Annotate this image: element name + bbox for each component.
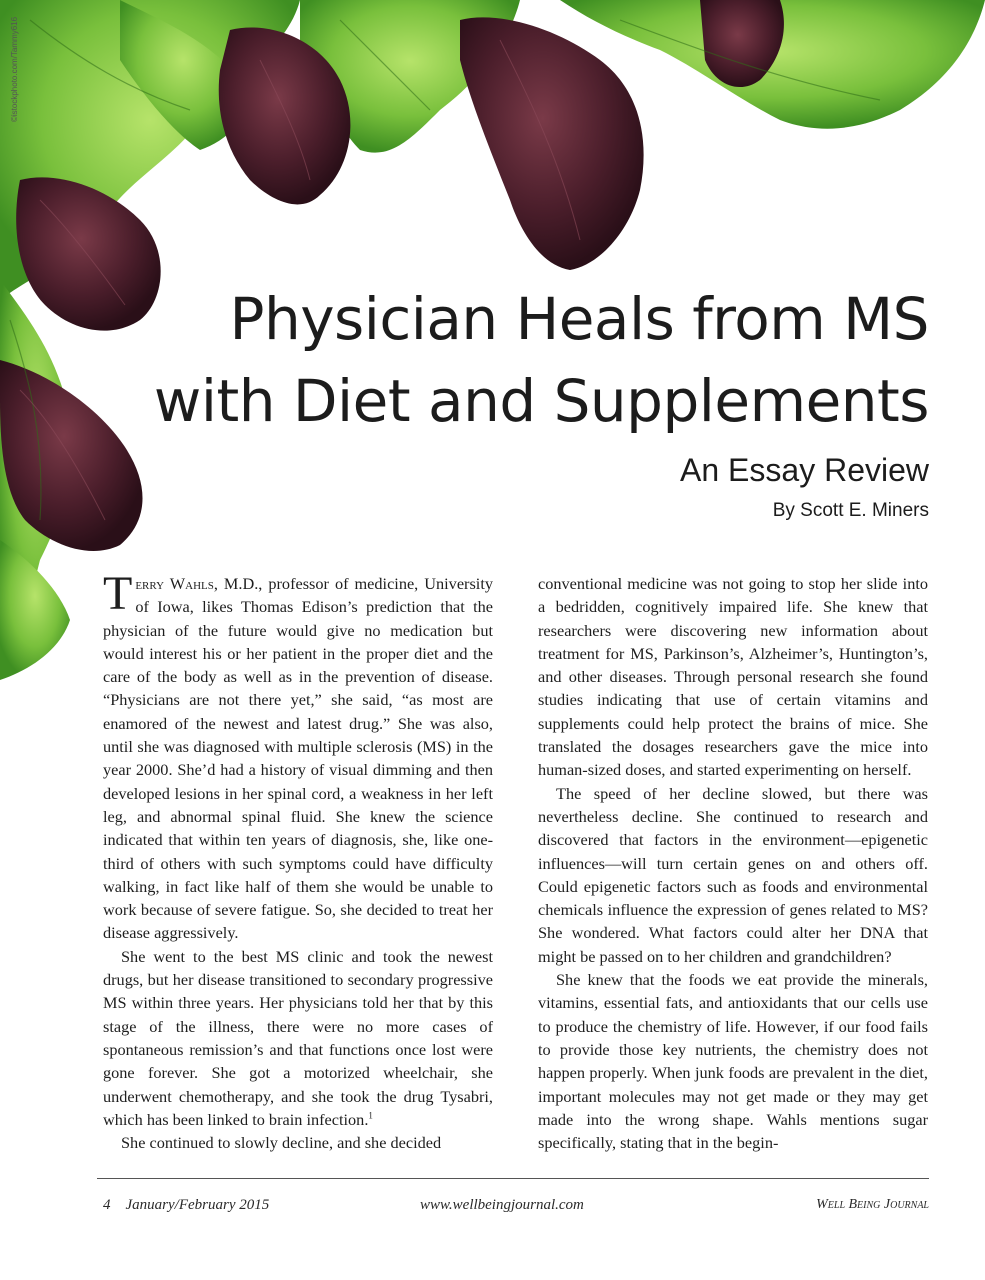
lead-small-caps: erry Wahls — [135, 574, 214, 593]
article-column-right — [538, 572, 928, 1154]
footer-divider — [97, 1178, 929, 1179]
headline-line-1: Physician Heals from MS — [229, 285, 929, 353]
footer-website: www.wellbeingjournal.com — [420, 1197, 584, 1213]
paragraph-text: , M.D., professor of medicine, University of Iowa, likes Thomas Edison’s prediction that the physician of the future would give no medication but would interest his or her patient in the proper diet and the care of the body as well as in the prevention of disease. “Physicians are not there yet,” she said, “as most are enamored of the newest and latest drug.” She was also, until she was diagnosed with multiple sclerosis (MS) in the year 2000. She’d had a history of visual dimming and then developed lesions in her spinal cord, a weakness in her left leg, and abnormal spinal fluid. She knew the science indicated that within ten years of diagnosis, she, like one-third of others with such symptoms could have difficulty walking, in fact like half of them she would be unable to work because of severe fatigue. So, she decided to treat her disease aggressively. — [103, 574, 493, 943]
page-number: 4 — [103, 1197, 111, 1213]
issue-date: January/February 2015 — [125, 1197, 270, 1213]
headline-line-2: with Diet and Supplements — [153, 367, 929, 435]
paragraph: She knew that the foods we eat provide the minerals, vitamins, essential fats, and antioxidants that our cells use to produce the chemistry of life. However, if our food fails to provide those key nutrients, the chemistry does not happen properly. When junk foods are prevalent in the diet, important molecules may not get made or they may get made into the wrong shape. Wahls mentions sugar specifically, stating that in the begin- — [538, 970, 928, 1153]
paragraph — [103, 567, 493, 945]
paragraph: The speed of her decline slowed, but there was nevertheless decline. She continued to research and discovered that factors in the environment—epigenetic influences—will turn certain genes on and others off. Could epigenetic factors such as foods and environmental chemicals influence the expression of genes related to MS? She wondered. What factors could alter her DNA that might be passed on to her children and grandchildren? — [538, 783, 928, 966]
footnote-marker: 1 — [368, 1110, 373, 1121]
paragraph-text: She went to the best MS clinic and took the newest drugs, but her disease transitioned to secondary progressive MS within three years. Her physicians told her that by this stage of the illness, there were no more cases of spontaneous remission’s and that functions once lost were gone forever. She got a motorized wheelchair, she underwent chemotherapy, and she took the drug Tysabri, which has been linked to brain infection. — [103, 946, 493, 1129]
article-column-left — [103, 567, 493, 1154]
article-subtitle: An Essay Review — [680, 452, 929, 488]
paragraph: She continued to slowly decline, and she decided — [121, 1133, 442, 1153]
footer-page-info — [103, 1197, 269, 1214]
paragraph — [103, 945, 493, 1131]
drop-cap: T — [103, 567, 133, 620]
footer-publication-name: Well Being Journal — [816, 1197, 929, 1212]
article-headline — [109, 278, 929, 442]
photo-credit: ©istockphoto.com/Tammy616 — [10, 16, 19, 122]
author-byline: By Scott E. Miners — [772, 500, 929, 521]
paragraph: conventional medicine was not going to stop her slide into a bedridden, cognitively impaired life. She knew that researchers were discovering new information about treatment for MS, Parkinson’s, Alzheimer’s, Huntington’s, and other diseases. Through personal research she found studies indicating that use of certain vitamins and supplements could help protect the brains of mice. She translated the dosages researchers gave the mice into human-sized doses, and started experimenting on herself. — [538, 574, 928, 780]
